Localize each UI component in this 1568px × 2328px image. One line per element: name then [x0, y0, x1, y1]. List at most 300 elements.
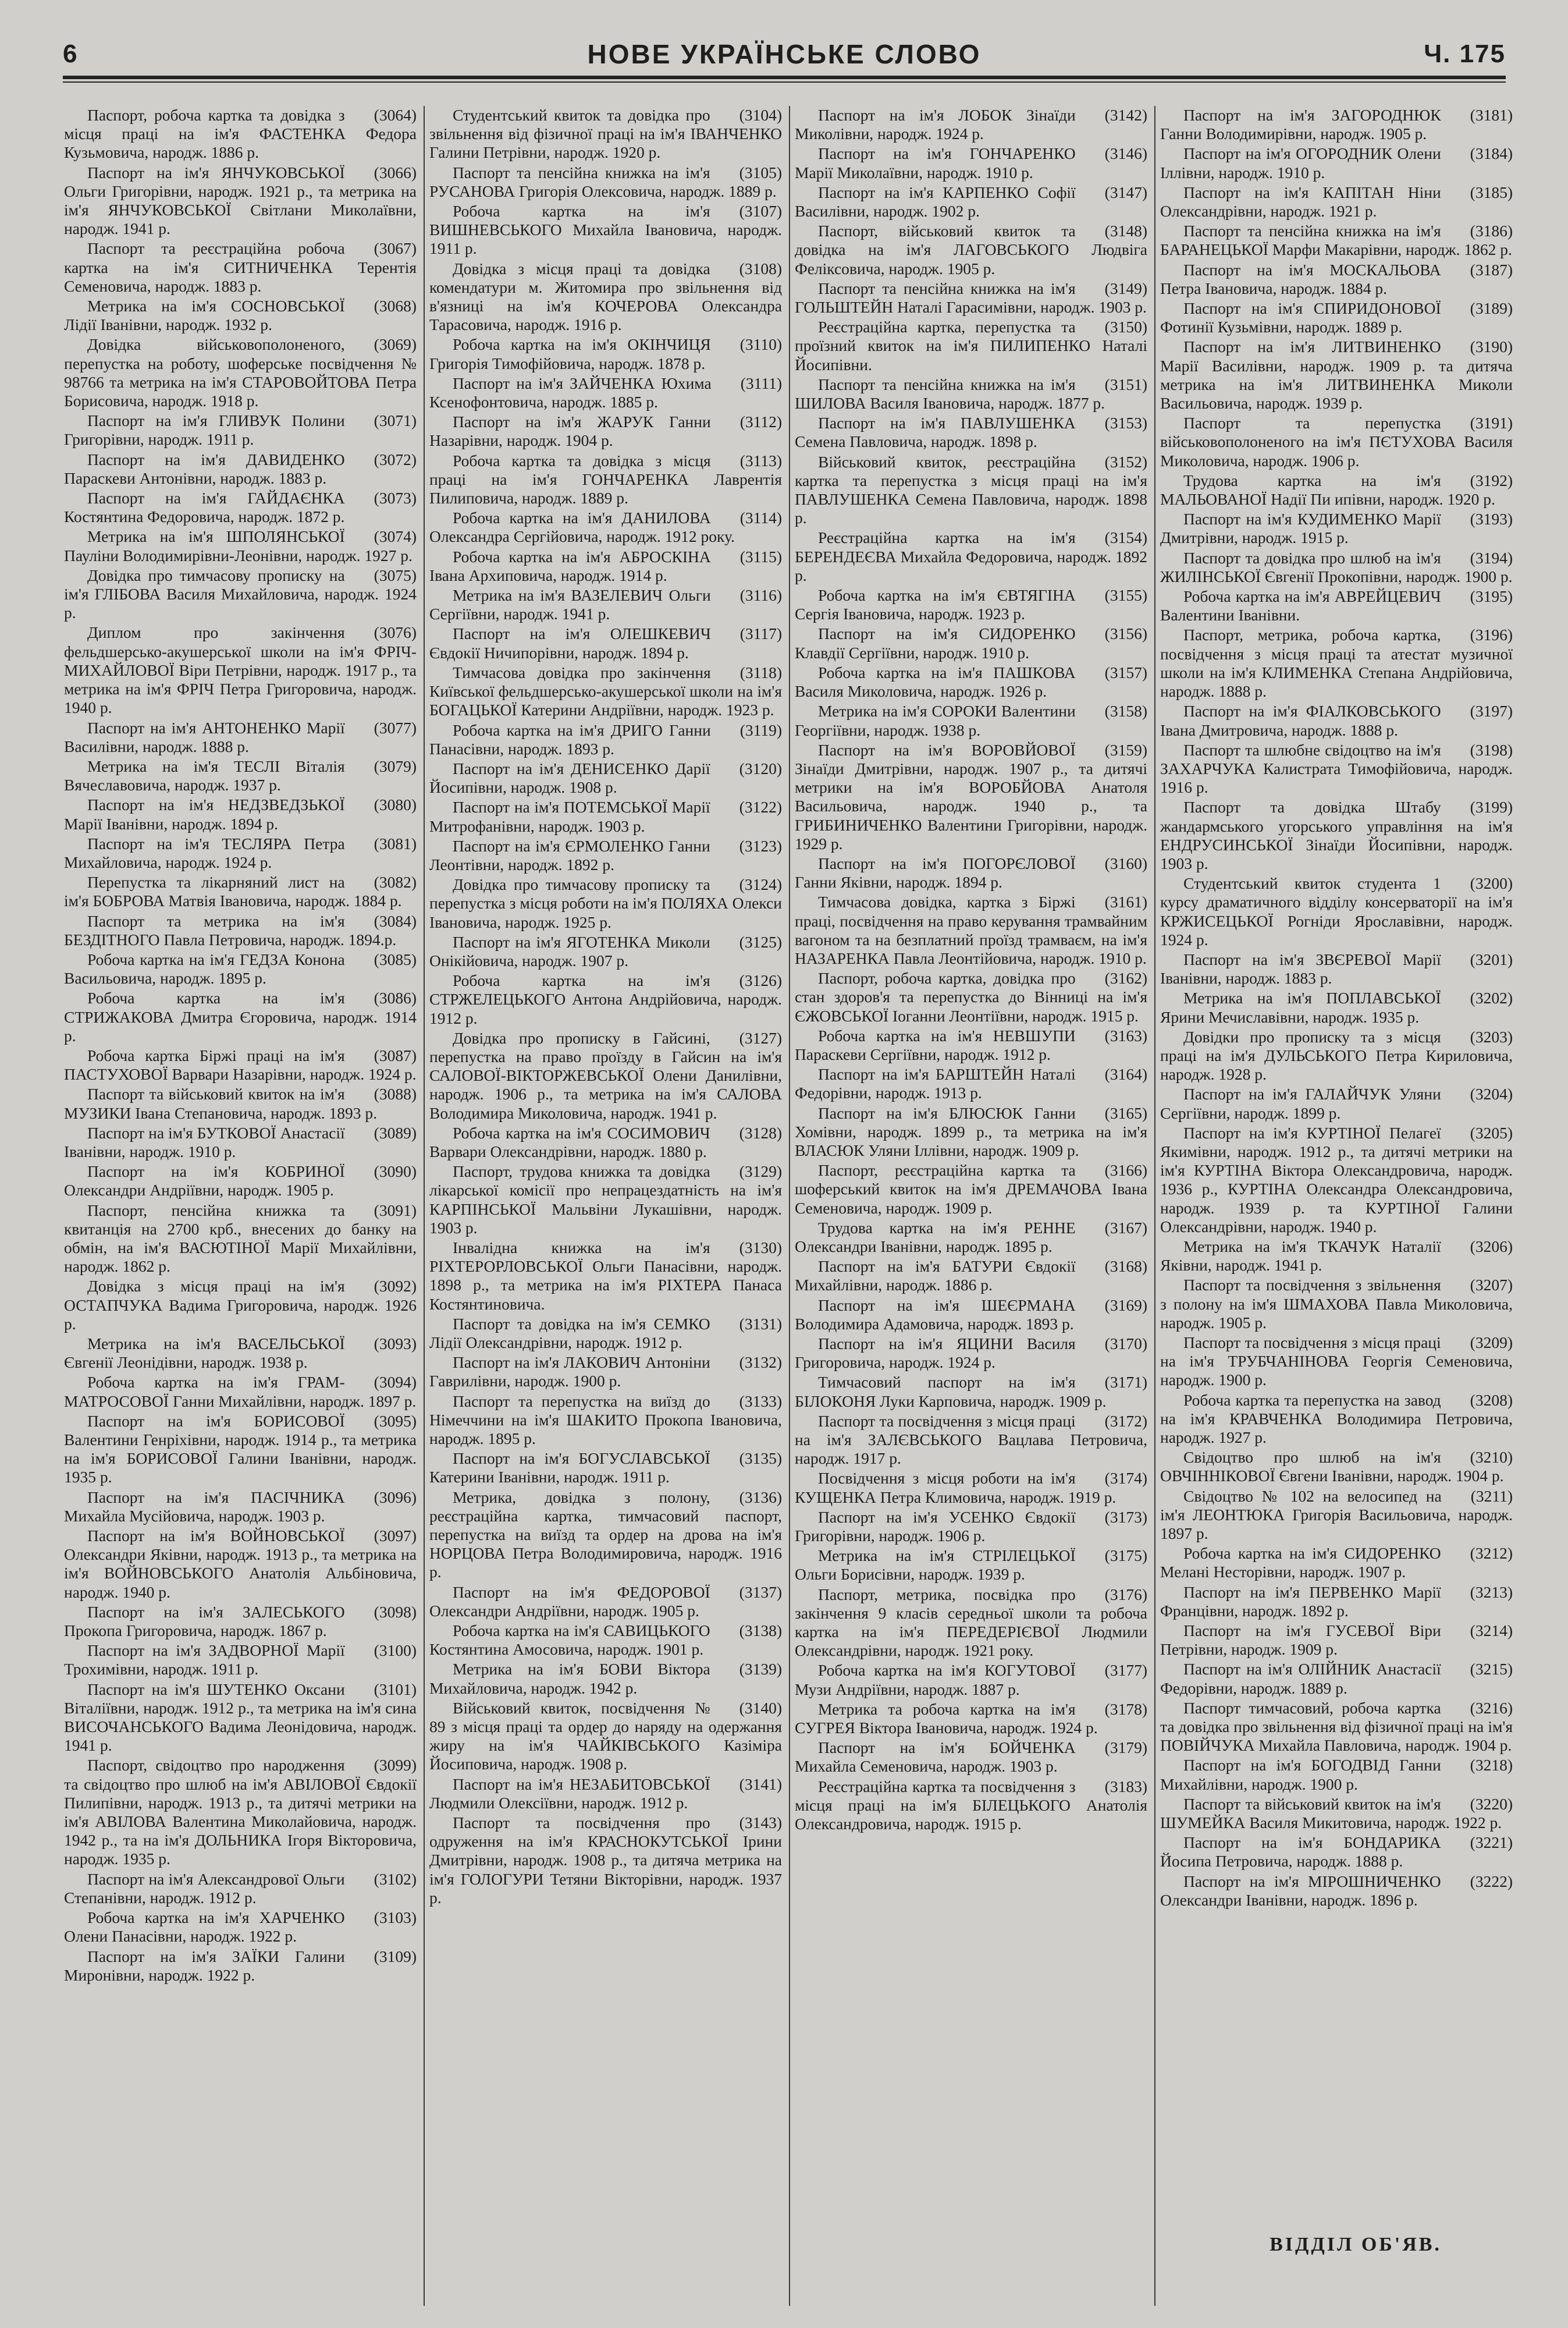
notice-number: (3128) — [739, 1123, 782, 1142]
lost-document-notice — [429, 1029, 782, 1123]
notice-text: Перепустка та лікарняний лист на ім'я БОБРОВА Матвія Івановича, народж. 1884 р. — [64, 873, 402, 910]
lost-document-notice — [64, 450, 417, 488]
notice-number: (3170) — [1104, 1335, 1147, 1353]
lost-document-notice — [429, 760, 782, 797]
lost-document-notice — [795, 106, 1147, 143]
notice-text: Паспорт та метрика на ім'я БЕЗДІТНОГО Павла Петровича, народж. 1894.р. — [64, 911, 397, 949]
lost-document-notice — [64, 1527, 417, 1602]
notice-text: Паспорт на ім'я КОБРИНОЇ Олександри Андріївни, народж. 1905 р. — [64, 1162, 345, 1200]
notice-text: Паспорт та довідка на ім'я СЕМКО Лідії Олександрівни, народж. 1912 р. — [429, 1314, 710, 1351]
notice-text: Паспорт на ім'я ПАСІЧНИКА Михайла Мусійовича, народж. 1903 р. — [64, 1488, 345, 1525]
notice-text: Паспорт та посвідчення з звільнення з полону на ім'я ШМАХОВА Павла Миколовича, народж. 1905 р. — [1160, 1276, 1513, 1332]
notice-number: (3087) — [374, 1046, 417, 1064]
notice-text: Паспорт на ім'я МІРОШНИЧЕНКО Олександри Іванівни, народж. 1896 р. — [1160, 1872, 1441, 1909]
notice-text: Метрика на ім'я ШПОЛЯНСЬКОЇ Пауліни Володимирівни-Леонівни, народж. 1927 р. — [64, 527, 413, 565]
lost-document-notice — [64, 757, 417, 794]
notice-text: Паспорт на ім'я АНТОНЕНКО Марії Василівни, народж. 1888 р. — [64, 718, 345, 755]
notice-number: (3209) — [1470, 1333, 1513, 1351]
notice-text: Робоча картка на ім'я СИДОРЕНКО Мелані Несторівни, народж. 1907 р. — [1160, 1544, 1441, 1581]
lost-document-notice — [64, 164, 417, 239]
notice-text: Паспорт та посвідчення з місця праці на ім'я ЗАЛЄВСЬКОГО Вацлава Петровича, народж. 1917 р. — [795, 1411, 1147, 1468]
lost-document-notice — [795, 1412, 1147, 1468]
notice-number: (3158) — [1104, 702, 1147, 721]
notice-number: (3069) — [374, 335, 417, 354]
notice-number: (3179) — [1104, 1738, 1147, 1757]
notice-text: Трудова картка на ім'я МАЛЬОВАНОЇ Надії Пи ипівни, народж. 1920 р. — [1160, 471, 1495, 509]
lost-document-notice — [64, 1488, 417, 1525]
notice-text: Паспорт на ім'я ЖАРУК Ганни Назарівни, народж. 1904 р. — [429, 413, 711, 450]
notice-number: (3174) — [1104, 1469, 1147, 1488]
notice-number: (3096) — [374, 1488, 417, 1506]
department-signature: ВІДДІЛ ОБ'ЯВ. — [1270, 2234, 1442, 2255]
notice-text: Паспорт, трудова книжка та довідка лікарської комісії про непрацездатність на ім'я КАРПІНСЬКОЇ Мальвіни Лукашівни, народж. 1903 р. — [429, 1162, 782, 1237]
lost-document-notice — [429, 1238, 782, 1314]
notice-number: (3185) — [1470, 183, 1513, 201]
lost-document-notice — [429, 1392, 782, 1449]
notice-number: (3203) — [1470, 1027, 1513, 1046]
lost-document-notice — [429, 374, 782, 411]
notice-text: Паспорт на ім'я ГОНЧАРЕНКО Марії Миколаївни, народж. 1910 р. — [795, 144, 1076, 182]
notice-number: (3141) — [739, 1775, 782, 1793]
lost-document-notice — [64, 1603, 417, 1640]
page-number: 6 — [63, 40, 77, 68]
lost-document-notice — [795, 1161, 1147, 1218]
lost-document-notice — [429, 548, 782, 585]
lost-document-notice — [1160, 1756, 1513, 1793]
notice-text: Паспорт на ім'я ЯНЧУКОВСЬКОЇ Ольги Григорівни, народж. 1921 р., та метрика на ім'я ЯНЧУКОВСЬКОЇ Світлани Миколаївни, народж. 1941 р. — [64, 163, 417, 238]
notice-text: Паспорт на ім'я ЗАДВОРНОЇ Марії Трохимівни, народж. 1911 р. — [64, 1641, 345, 1678]
lost-document-notice — [795, 702, 1147, 739]
lost-document-notice — [795, 1469, 1147, 1506]
notice-number: (3068) — [374, 297, 417, 315]
notice-number: (3110) — [739, 335, 782, 354]
notice-number: (3163) — [1104, 1026, 1147, 1045]
notice-text: Паспорт на ім'я ФІАЛКОВСЬКОГО Івана Дмитровича, народж. 1888 р. — [1160, 702, 1441, 739]
lost-document-notice — [795, 222, 1147, 278]
notice-text: Робоча картка на ім'я АВРЕЙЦЕВИЧ Валентини Іванівни. — [1160, 587, 1441, 624]
notice-number: (3097) — [374, 1527, 417, 1545]
notice-text: Паспорт на ім'я МОСКАЛЬОВА Петра Івановича, народж. 1884 р. — [1160, 260, 1441, 297]
lost-document-notice — [1160, 1028, 1513, 1084]
notice-number: (3166) — [1104, 1161, 1147, 1180]
lost-document-notice — [64, 1085, 417, 1122]
notice-number: (3168) — [1104, 1257, 1147, 1276]
notice-text: Тимчасовий паспорт на ім'я БІЛОКОНЯ Луки Карповича, народж. 1909 р. — [795, 1373, 1107, 1410]
lost-document-notice — [429, 663, 782, 720]
notice-text: Паспорт на ім'я ЗАЛЕСЬКОГО Прокопа Григоровича, народж. 1867 р. — [64, 1602, 345, 1640]
notice-text: Паспорт на ім'я БОРИСОВОЇ Валентини Генріхівни, народж. 1914 р., та метрика на ім'я БОРИСОВОЇ Галини Іванівни, народж. 1935 р. — [64, 1411, 417, 1486]
lost-document-notice — [64, 623, 417, 717]
notice-number: (3192) — [1470, 471, 1513, 489]
notice-number: (3189) — [1470, 299, 1513, 318]
notice-text: Паспорт на ім'я ВОЙНОВСЬКОЇ Олександри Яківни, народж. 1913 р., та метрика на ім'я ВОЙНОВСЬКОГО Анатолія Альбіновича, народж. 1940 р. — [64, 1527, 417, 1601]
notice-text: Робоча картка Біржі праці на ім'я ПАСТУХОВОЇ Варвари Назарівни, народж. 1924 р. — [64, 1046, 417, 1084]
notice-number: (3215) — [1470, 1660, 1513, 1678]
notice-text: Паспорт на ім'я ДАВИДЕНКО Параскеви Антонівни, народж. 1883 р. — [64, 450, 345, 487]
notice-text: Паспорт на ім'я ЄРМОЛЕНКО Ганни Леонтівни, народж. 1892 р. — [429, 836, 710, 874]
notice-number: (3091) — [374, 1201, 417, 1219]
notice-text: Паспорт на ім'я ГЛИВУК Полини Григорівни, народж. 1911 р. — [64, 411, 345, 449]
notice-number: (3142) — [1104, 106, 1147, 124]
notice-number: (3072) — [374, 450, 417, 469]
notice-text: Паспорт на ім'я ЯГОТЕНКА Миколи Онікійовича, народж. 1907 р. — [429, 932, 710, 970]
lost-document-notice — [429, 624, 782, 662]
notice-number: (3126) — [739, 971, 782, 990]
notice-number: (3138) — [739, 1621, 782, 1640]
lost-document-notice — [795, 1373, 1147, 1410]
notice-text: Студентський квиток студента 1 курсу драматичного відділу консерваторії на ім'я КРЖИСЕЦЬКОЇ Рогніди Ярославівни, народж. 1924 р. — [1160, 874, 1513, 949]
notice-number: (3171) — [1104, 1373, 1147, 1392]
notice-number: (3198) — [1470, 740, 1513, 759]
notice-number: (3201) — [1470, 950, 1513, 968]
notice-text: Робоча картка на ім'я ГЕДЗА Конона Васильовича, народж. 1895 р. — [64, 950, 345, 988]
notice-text: Робоча картка на ім'я ДАНИЛОВА Олександра Сергійовича, народж. 1912 року. — [429, 509, 735, 546]
lost-document-notice — [64, 1046, 417, 1084]
lost-document-notice — [795, 414, 1147, 451]
notice-text: Паспорт, свідоцтво про народження та свідоцтво про шлюб на ім'я АВІЛОВОЇ Євдокії Пилипівни, народж. 1913 р., та дитячі метрики на ім'я АВІЛОВА Валентина Миколайовича, народж. 1942 р., та на ім'я ДОЛЬНИКА Ігоря Вікторовича, народж. 1935 р. — [64, 1756, 417, 1868]
lost-document-notice — [64, 335, 417, 410]
lost-document-notice — [64, 489, 417, 526]
notice-number: (3119) — [739, 721, 782, 739]
lost-document-notice — [429, 1162, 782, 1237]
notice-number: (3195) — [1470, 587, 1513, 606]
notice-number: (3129) — [739, 1162, 782, 1181]
notice-text: Реєстраційна картка на ім'я БЕРЕНДЕЄВА Михайла Федоровича, народж. 1892 р. — [795, 528, 1147, 584]
notice-number: (3210) — [1470, 1448, 1513, 1467]
lost-document-notice — [1160, 1487, 1513, 1543]
notice-number: (3118) — [739, 663, 782, 682]
notice-text: Робоча картка на ім'я ОКІНЧИЦЯ Григорія Тимофійовича, народж. 1878 р. — [429, 335, 711, 372]
notice-number: (3090) — [374, 1162, 417, 1181]
notice-text: Робоча картка на ім'я АБРОСКІНА Івана Архиповича, народж. 1914 р. — [429, 547, 711, 584]
notice-number: (3152) — [1104, 452, 1147, 471]
notice-number: (3081) — [374, 834, 417, 853]
lost-document-notice — [64, 950, 417, 988]
notice-number: (3137) — [739, 1582, 782, 1601]
lost-document-notice — [429, 1814, 782, 1907]
notice-number: (3093) — [374, 1335, 417, 1353]
notice-number: (3135) — [739, 1449, 782, 1468]
lost-document-notice — [1160, 1333, 1513, 1390]
notice-number: (3191) — [1470, 414, 1513, 432]
notice-text: Паспорт та пенсійна книжка на ім'я РУСАНОВА Григорія Олексовича, народж. 1889 р. — [429, 163, 777, 200]
notice-number: (3220) — [1470, 1794, 1513, 1813]
notice-text: Робоча картка на ім'я ПАШКОВА Василя Миколовича, народж. 1926 р. — [795, 663, 1076, 701]
lost-document-notice — [429, 971, 782, 1028]
notice-number: (3127) — [739, 1028, 782, 1047]
column-divider — [424, 106, 425, 2306]
notice-number: (3139) — [739, 1660, 782, 1678]
notice-text: Паспорт на ім'я БАРШТЕЙН Наталі Федорівни, народж. 1913 р. — [795, 1065, 1076, 1102]
lost-document-notice — [429, 106, 782, 162]
notice-number: (3172) — [1104, 1411, 1147, 1430]
lost-document-notice — [429, 509, 782, 546]
notice-text: Паспорт на ім'я ЗВЄРЕВОЇ Марії Іванівни, народж. 1883 р. — [1160, 950, 1441, 988]
notice-text: Паспорт на ім'я КАРПЕНКО Софії Василівни, народж. 1902 р. — [795, 183, 1076, 221]
notice-number: (3115) — [739, 547, 782, 566]
lost-document-notice — [429, 933, 782, 970]
lost-document-notice — [64, 1201, 417, 1276]
lost-document-notice — [1160, 587, 1513, 624]
notice-text: Паспорт та перепустка на виїзд до Німеччини на ім'я ШАКИТО Прокопа Івановича, народж. 1895 р. — [429, 1392, 782, 1448]
lost-document-notice — [429, 875, 782, 932]
lost-document-notice — [1160, 510, 1513, 547]
notice-text: Довідка про прописку в Гайсині, перепустка на право проїзду в Гайсин на ім'я САЛОВОЇ-ВІКТОРЖЕВСЬКОЇ Олени Данилівни, народж. 1906 р., та метрика на ім'я САЛОВА Володимира Миколовича, народж. 1941 р. — [429, 1028, 782, 1122]
issue-number: Ч. 175 — [1424, 40, 1506, 68]
notice-number: (3100) — [374, 1641, 417, 1660]
notice-text: Паспорт на ім'я ГАЛАЙЧУК Уляни Сергіївни, народж. 1899 р. — [1160, 1085, 1441, 1122]
notice-text: Паспорт на ім'я ПОГОРЄЛОВОЇ Ганни Яківни, народж. 1894 р. — [795, 854, 1076, 892]
lost-document-notice — [1160, 1276, 1513, 1332]
notice-number: (3160) — [1104, 854, 1147, 872]
notice-text: Робоча картка на ім'я ВИШНЕВСЬКОГО Михайла Івановича, народж. 1911 р. — [429, 202, 782, 258]
notice-number: (3064) — [374, 106, 417, 124]
notice-number: (3190) — [1470, 338, 1513, 356]
notice-number: (3208) — [1470, 1390, 1513, 1409]
notice-text: Паспорт на ім'я СИДОРЕНКО Клавдії Сергіївни, народж. 1910 р. — [795, 624, 1076, 662]
notice-number: (3193) — [1470, 510, 1513, 528]
lost-document-notice — [429, 798, 782, 835]
notice-number: (3197) — [1470, 702, 1513, 721]
lost-document-notice — [1160, 1544, 1513, 1581]
notice-number: (3079) — [374, 757, 417, 775]
lost-document-notice — [795, 1104, 1147, 1161]
notice-number: (3066) — [374, 163, 417, 182]
lost-document-notice — [429, 1583, 782, 1620]
notice-number: (3143) — [739, 1814, 782, 1832]
lost-document-notice — [64, 989, 417, 1045]
notice-number: (3169) — [1104, 1296, 1147, 1314]
lost-document-notice — [795, 1777, 1147, 1834]
notice-text: Паспорт на ім'я ОЛІЙНИК Анастасії Федорівни, народж. 1889 р. — [1160, 1660, 1441, 1697]
notice-number: (3186) — [1470, 222, 1513, 240]
notice-number: (3177) — [1104, 1661, 1147, 1680]
lost-document-notice — [429, 452, 782, 508]
notice-number: (3125) — [739, 932, 782, 951]
notice-text: Метрика на ім'я ВАСЕЛЬСЬКОЇ Євгенії Леонідівни, народж. 1938 р. — [64, 1335, 345, 1372]
lost-document-notice — [1160, 1085, 1513, 1122]
lost-document-notice — [1160, 626, 1513, 701]
notice-text: Паспорт на ім'я ПАВЛУШЕНКА Семена Павловича, народж. 1898 р. — [795, 414, 1076, 451]
notice-text: Робоча картка на ім'я СТРИЖАКОВА Дмитра Єгоровича, народж. 1914 р. — [64, 989, 417, 1045]
notice-text: Паспорт та військовий квиток на ім'я МУЗИКИ Івана Степановича, народж. 1893 р. — [64, 1085, 378, 1122]
lost-document-notice — [795, 1065, 1147, 1102]
lost-document-notice — [795, 893, 1147, 968]
notice-number: (3157) — [1104, 663, 1147, 682]
notice-text: Паспорт на ім'я Александрової Ольги Степанівни, народж. 1912 р. — [64, 1869, 345, 1907]
notice-text: Робоча картка на ім'я СОСИМОВИЧ Варвари Олександрівни, народж. 1880 р. — [429, 1123, 710, 1161]
notice-number: (3130) — [739, 1238, 782, 1257]
notice-text: Паспорт та шлюбне свідоцтво на ім'я ЗАХАРЧУКА Калистрата Тимофійовича, народж. 1916 р. — [1160, 740, 1513, 797]
notice-number: (3102) — [374, 1869, 417, 1888]
notice-text: Паспорт на ім'я БОГУСЛАВСЬКОЇ Катерини Іванівни, народж. 1911 р. — [429, 1449, 710, 1486]
notice-number: (3161) — [1104, 893, 1147, 911]
notice-number: (3108) — [739, 259, 782, 278]
notice-text: Паспорт на ім'я ЯЦИНИ Василя Григоровича, народж. 1924 р. — [795, 1335, 1076, 1372]
lost-document-notice — [795, 1661, 1147, 1698]
lost-document-notice — [429, 202, 782, 258]
notice-text: Паспорт та довідка Штабу жандармського угорського управління на ім'я ЕНДРУСИНСЬКОЇ Зінаїди Йосипівни, народж. 1903 р. — [1160, 798, 1513, 872]
notice-number: (3164) — [1104, 1065, 1147, 1084]
lost-document-notice — [429, 335, 782, 372]
notice-number: (3107) — [739, 202, 782, 221]
notice-text: Паспорт, метрика, посвідка про закінчення 9 класів середньої школи та робоча картка на ім'я ПЕРЕДЕРІЄВОЇ Людмили Олександрівни, народж. 1921 року. — [795, 1585, 1147, 1660]
notice-text: Робоча картка на ім'я СТРЖЕЛЕЦЬКОГО Антона Андрійовича, народж. 1912 р. — [429, 971, 782, 1027]
notice-number: (3159) — [1104, 740, 1147, 759]
lost-document-notice — [429, 1315, 782, 1352]
notice-text: Посвідчення з місця роботи на ім'я КУЩЕНКА Петра Климовича, народж. 1919 р. — [795, 1469, 1117, 1506]
notice-text: Довідка з місця праці та довідка комендатури м. Житомира про звільнення від в'язниці на ім'я КОЧЕРОВА Олександра Тарасовича, народж. 1916 р. — [429, 259, 782, 334]
notice-number: (3205) — [1470, 1123, 1513, 1142]
lost-document-notice — [1160, 1699, 1513, 1755]
notice-number: (3122) — [739, 798, 782, 817]
notice-text: Паспорт на ім'я ЛОБОК Зінаїди Миколівни, народж. 1924 р. — [795, 106, 1076, 143]
notice-text: Метрика на ім'я БОВИ Віктора Михайловича, народж. 1942 р. — [429, 1660, 710, 1697]
notice-number: (3092) — [374, 1277, 417, 1296]
notice-number: (3112) — [739, 413, 782, 431]
notice-text: Довідка про тимчасову прописку та перепустка з місця роботи на ім'я ПОЛЯХА Олекси Івановича, народж. 1925 р. — [429, 875, 782, 931]
lost-document-notice — [795, 1296, 1147, 1333]
notice-number: (3086) — [374, 989, 417, 1007]
notice-number: (3109) — [374, 1947, 417, 1965]
lost-document-notice — [1160, 183, 1513, 221]
notice-number: (3173) — [1104, 1507, 1147, 1526]
notice-number: (3207) — [1470, 1276, 1513, 1294]
notice-number: (3211) — [1470, 1486, 1513, 1505]
notice-text: Паспорт, реєстраційна картка та шоферський квиток на ім'я ДРЕМАЧОВА Івана Семеновича, народж. 1909 р. — [795, 1161, 1147, 1217]
notice-text: Паспорт на ім'я ПОТЕМСЬКОЇ Марії Митрофанівни, народж. 1903 р. — [429, 798, 710, 835]
notice-text: Паспорт на ім'я БАТУРИ Євдокії Михайлівни, народж. 1886 р. — [795, 1257, 1076, 1294]
lost-document-notice — [64, 297, 417, 334]
lost-document-notice — [64, 1756, 417, 1868]
notice-number: (3099) — [374, 1756, 417, 1775]
notice-text: Паспорт на ім'я ТЕСЛЯРА Петра Михайловича, народж. 1924 р. — [64, 834, 345, 871]
lost-document-notice — [795, 741, 1147, 853]
notice-text: Паспорт на ім'я ГУСЕВОЇ Віри Петрівни, народж. 1909 р. — [1160, 1621, 1441, 1659]
notice-text: Паспорт та пенсійна книжка на ім'я БАРАНЕЦЬКОЇ Марфи Макарівни, народж. 1862 р. — [1160, 222, 1512, 259]
lost-document-notice — [429, 837, 782, 874]
notice-number: (3175) — [1104, 1546, 1147, 1565]
lost-document-notice — [429, 260, 782, 335]
notice-text: Робоча картка та довідка з місця праці на ім'я ГОНЧАРЕНКА Лаврентія Пилиповича, народж. 1889 р. — [429, 451, 782, 508]
notice-text: Паспорт та військовий квиток на ім'я ШУМЕЙКА Василя Микитовича, народж. 1922 р. — [1160, 1794, 1502, 1832]
notice-text: Паспорт на ім'я КУДИМЕНКО Марії Дмитрівни, народж. 1915 р. — [1160, 510, 1441, 547]
notice-number: (3147) — [1104, 183, 1147, 201]
notice-text: Паспорт на ім'я БЛЮСЮК Ганни Хомівни, народж. 1899 р., та метрика на ім'я ВЛАСЮК Уляни Іллівни, народж. 1909 р. — [795, 1103, 1147, 1159]
lost-document-notice — [64, 835, 417, 872]
lost-document-notice — [64, 873, 417, 910]
lost-document-notice — [795, 663, 1147, 701]
lost-document-notice — [64, 527, 417, 565]
notice-number: (3156) — [1104, 624, 1147, 643]
lost-document-notice — [429, 721, 782, 758]
notice-text: Реєстраційна картка та посвідчення з місця праці на ім'я БІЛЕЦЬКОГО Анатолія Олександровича, народж. 1915 р. — [795, 1777, 1147, 1833]
notice-number: (3132) — [739, 1353, 782, 1372]
notice-text: Тимчасова довідка, картка з Біржі праці, посвідчення на право керування трамвайним вагоном та на безплатний проїзд трамваєм, на ім'я НАЗАРЕНКА Павла Леонтійовича, народж. 1910 р. — [795, 893, 1147, 967]
notice-number: (3222) — [1470, 1872, 1513, 1890]
lost-document-notice — [64, 566, 417, 623]
lost-document-notice — [1160, 741, 1513, 797]
notice-number: (3146) — [1104, 144, 1147, 163]
notice-number: (3204) — [1470, 1085, 1513, 1103]
lost-document-notice — [64, 239, 417, 296]
notice-text: Метрика на ім'я СОСНОВСЬКОЇ Лідії Іванівни, народж. 1932 р. — [64, 297, 345, 334]
notice-text: Паспорт та пенсійна книжка на ім'я ШИЛОВА Василя Івановича, народж. 1877 р. — [795, 375, 1105, 413]
notice-number: (3194) — [1470, 548, 1513, 567]
lost-document-notice — [64, 1373, 417, 1410]
lost-document-notice — [1160, 1660, 1513, 1697]
notice-text: Паспорт та довідка про шлюб на ім'я ЖИЛІНСЬКОЇ Євгенії Прокопівни, народж. 1900 р. — [1160, 548, 1513, 585]
lost-document-notice — [64, 411, 417, 449]
masthead — [63, 36, 1506, 76]
lost-document-notice — [795, 586, 1147, 623]
notice-number: (3098) — [374, 1602, 417, 1621]
notice-text: Довідки про прописку та з місця праці на ім'я ДУЛЬСЬКОГО Петра Кириловича, народж. 1928 р. — [1160, 1027, 1513, 1084]
lost-document-notice — [795, 1738, 1147, 1776]
notice-number: (3214) — [1470, 1621, 1513, 1640]
notice-text: Паспорт та пенсійна книжка на ім'я ГОЛЬШТЕЙН Наталі Гарасимівни, народж. 1903 р. — [795, 279, 1147, 317]
notice-text: Паспорт, пенсійна книжка та квитанція на 2700 крб., внесених до банку на обмін, на ім'я ВАСЮТІНОЇ Марії Михайлівни, народж. 1862 р. — [64, 1201, 417, 1276]
notice-text: Метрика на ім'я ВАЗЕЛЕВИЧ Ольги Сергіївни, народж. 1941 р. — [429, 586, 711, 623]
notice-text: Робоча картка на ім'я ДРИГО Ганни Панасівни, народж. 1893 р. — [429, 721, 711, 758]
ad-column-1 — [64, 106, 417, 2312]
notice-text: Тимчасова довідка про закінчення Київської фельдшерсько-акушерської школи на ім'я БОГАЦЬКОЇ Катерини Андріївни, народж. 1923 р. — [429, 663, 782, 719]
ad-column-4 — [1160, 106, 1513, 2312]
notice-number: (3071) — [374, 411, 417, 430]
notice-text: Довідка про тимчасову прописку на ім'я ГЛІБОВА Василя Михайловича, народж. 1924 р. — [64, 566, 417, 622]
notice-number: (3212) — [1470, 1544, 1513, 1563]
notice-number: (3111) — [740, 374, 782, 392]
lost-document-notice — [1160, 798, 1513, 873]
lost-document-notice — [429, 1699, 782, 1774]
notice-text: Паспорт на ім'я УСЕНКО Євдокії Григорівни, народж. 1906 р. — [795, 1507, 1076, 1545]
lost-document-notice — [1160, 261, 1513, 298]
notice-text: Метрика та робоча картка на ім'я СУГРЕЯ Віктора Івановича, народж. 1924 р. — [795, 1699, 1098, 1737]
lost-document-notice — [795, 144, 1147, 182]
notice-number: (3117) — [739, 624, 782, 643]
notice-number: (3116) — [739, 586, 782, 605]
notice-text: Паспорт на ім'я ЛАКОВИЧ Антоніни Гаврилівни, народж. 1900 р. — [429, 1353, 710, 1390]
lost-document-notice — [795, 1257, 1147, 1294]
notice-number: (3151) — [1104, 375, 1147, 393]
notice-text: Трудова картка на ім'я РЕННЕ Олександри Іванівни, народж. 1895 р. — [795, 1218, 1076, 1255]
notice-text: Паспорт, робоча картка та довідка з місця праці на ім'я ФАСТЕНКА Федора Кузьмовича, народж. 1886 р. — [64, 106, 417, 162]
lost-document-notice — [64, 1908, 417, 1946]
notice-number: (3123) — [739, 836, 782, 855]
lost-document-notice — [429, 586, 782, 623]
notice-text: Паспорт на ім'я ЗАГОРОДНЮК Ганни Володимирівни, народж. 1905 р. — [1160, 106, 1441, 143]
notice-text: Паспорт на ім'я ОЛЕШКЕВИЧ Євдокії Ничипорівни, народж. 1894 р. — [429, 624, 711, 662]
notice-number: (3162) — [1104, 969, 1147, 988]
notice-text: Робоча картка на ім'я КОГУТОВОЇ Музи Андріївни, народж. 1887 р. — [795, 1661, 1076, 1698]
notice-number: (3155) — [1104, 586, 1147, 605]
notice-text: Паспорт на ім'я НЕДЗВЕДЗЬКОЇ Марії Іванівни, народж. 1894 р. — [64, 796, 345, 833]
lost-document-notice — [64, 1947, 417, 1985]
notice-text: Паспорт на ім'я ЗАЇКИ Галини Миронівни, народж. 1922 р. — [64, 1947, 345, 1984]
notice-text: Паспорт на ім'я СПИРИДОНОВОЇ Фотинії Кузьмівни, народж. 1889 р. — [1160, 299, 1441, 336]
notice-number: (3136) — [739, 1488, 782, 1506]
lost-document-notice — [64, 1680, 417, 1755]
notice-number: (3067) — [374, 239, 417, 258]
lost-document-notice — [1160, 144, 1513, 182]
lost-document-notice — [795, 375, 1147, 413]
notice-number: (3213) — [1470, 1582, 1513, 1601]
lost-document-notice — [795, 1700, 1147, 1737]
notice-text: Паспорт на ім'я КАПІТАН Ніни Олександрівни, народж. 1921 р. — [1160, 183, 1441, 221]
notice-number: (3153) — [1104, 414, 1147, 432]
header-rule — [63, 76, 1506, 79]
lost-document-notice — [64, 719, 417, 756]
